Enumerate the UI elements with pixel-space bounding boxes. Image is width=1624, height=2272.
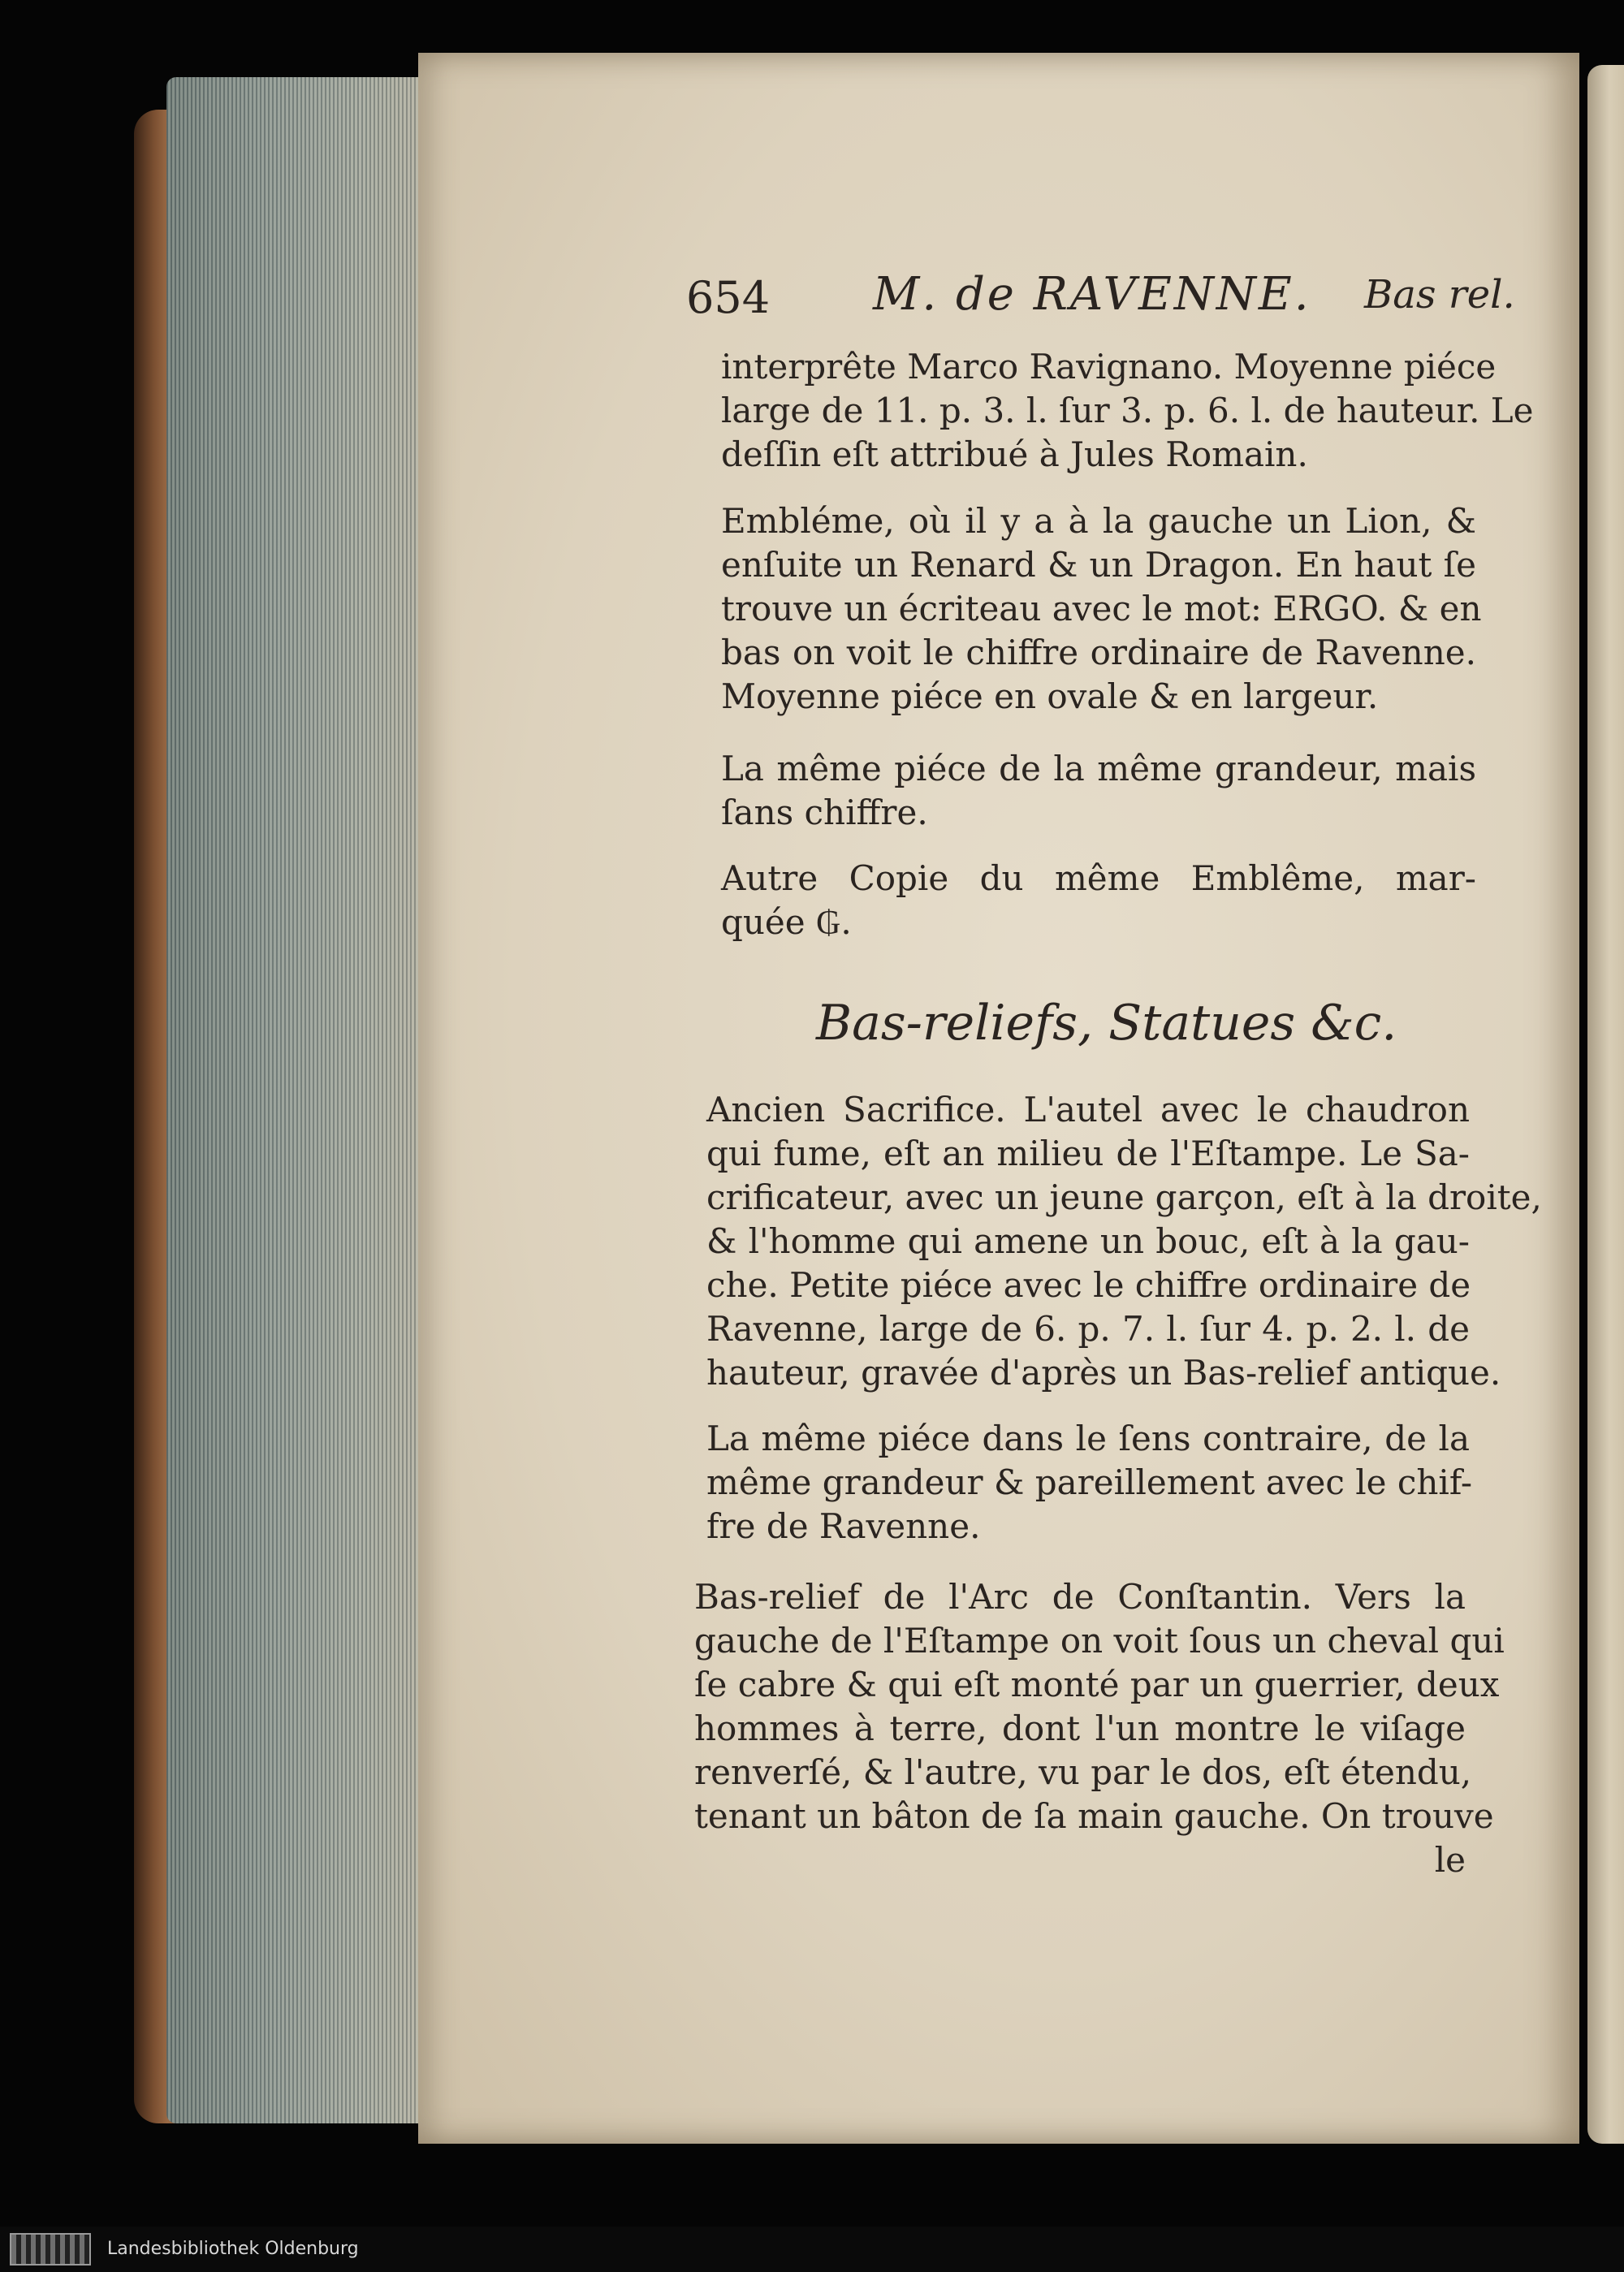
text-line: & l'homme qui amene un bouc, eſt à la gau- [706, 1221, 1470, 1261]
text-line: trouve un écriteau avec le mot: ERGO. & en [721, 589, 1482, 628]
text-line: bas on voit le chiffre ordinaire de Ravenne. [721, 633, 1476, 672]
text-line: Moyenne piéce en ovale & en largeur. [721, 676, 1379, 716]
text-line: La même piéce dans le ſens contraire, de la [706, 1419, 1470, 1458]
paragraph-ravignano [721, 345, 1534, 477]
text-line: large de 11. p. 3. l. ſur 3. p. 6. l. de hauteur. Le [721, 391, 1534, 430]
text-line: interprête Marco Ravignano. Moyenne piéce [721, 347, 1497, 387]
text-line: Ancien Sacrifice. L'autel avec le chaudron [706, 1090, 1470, 1130]
paragraph-embleme [721, 499, 1482, 719]
text-line: qui fume, eſt an milieu de l'Eſtampe. Le Sa- [706, 1134, 1470, 1173]
text-line: Autre Copie du même Emblême, mar- [721, 858, 1476, 898]
page-number: 654 [686, 272, 771, 323]
text-line: même grandeur & pareillement avec le chif- [706, 1462, 1473, 1502]
text-line: gauche de l'Eſtampe on voit ſous un cheval qui [694, 1621, 1505, 1661]
running-head-section: Bas rel. [1364, 272, 1515, 317]
text-line: fre de Ravenne. [706, 1506, 981, 1546]
text-line: crificateur, avec un jeune garçon, eſt à la droite, [706, 1177, 1542, 1217]
paragraph-sens-contraire [706, 1417, 1473, 1549]
text-line: hauteur, gravée d'après un Bas-relief antique. [706, 1353, 1501, 1393]
paragraph-meme-piece [721, 747, 1476, 835]
text-line: quée ₲. [721, 902, 852, 942]
text-line: tenant un bâton de ſa main gauche. On trouve [694, 1796, 1494, 1836]
text-line: enſuite un Renard & un Dragon. En haut ſe [721, 545, 1476, 585]
text-line: deſſin eſt attribué à Jules Romain. [721, 434, 1308, 474]
text-line: Bas-relief de l'Arc de Conſtantin. Vers la [694, 1577, 1466, 1617]
section-heading: Bas-reliefs, Statues &c. [816, 995, 1397, 1052]
facing-page-edge [1587, 65, 1624, 2144]
text-line: renverſé, & l'autre, vu par le dos, eſt étendu, [694, 1752, 1472, 1792]
text-line: Embléme, où il y a à la gauche un Lion, & [721, 501, 1476, 541]
text-line: ſans chiffre. [721, 793, 928, 832]
page-edges [166, 77, 426, 2123]
paragraph-ancien-sacrifice [706, 1088, 1542, 1395]
text-line: hommes à terre, dont l'un montre le viſage [694, 1708, 1466, 1748]
running-head-title: M. de RAVENNE. [873, 268, 1311, 321]
paragraph-arc-constantin [694, 1575, 1505, 1882]
library-logo-icon [10, 2233, 91, 2266]
paragraph-autre-copie [721, 857, 1476, 944]
text-line: La même piéce de la même grandeur, mais [721, 749, 1476, 788]
catchword: le [1434, 1840, 1466, 1880]
library-name: Landesbibliothek Oldenburg [107, 2239, 359, 2259]
text-line: che. Petite piéce avec le chiffre ordinaire de [706, 1265, 1471, 1305]
text-line: Ravenne, large de 6. p. 7. l. ſur 4. p. 2. l. de [706, 1309, 1470, 1349]
text-line: ſe cabre & qui eſt monté par un guerrier, deux [694, 1665, 1500, 1704]
